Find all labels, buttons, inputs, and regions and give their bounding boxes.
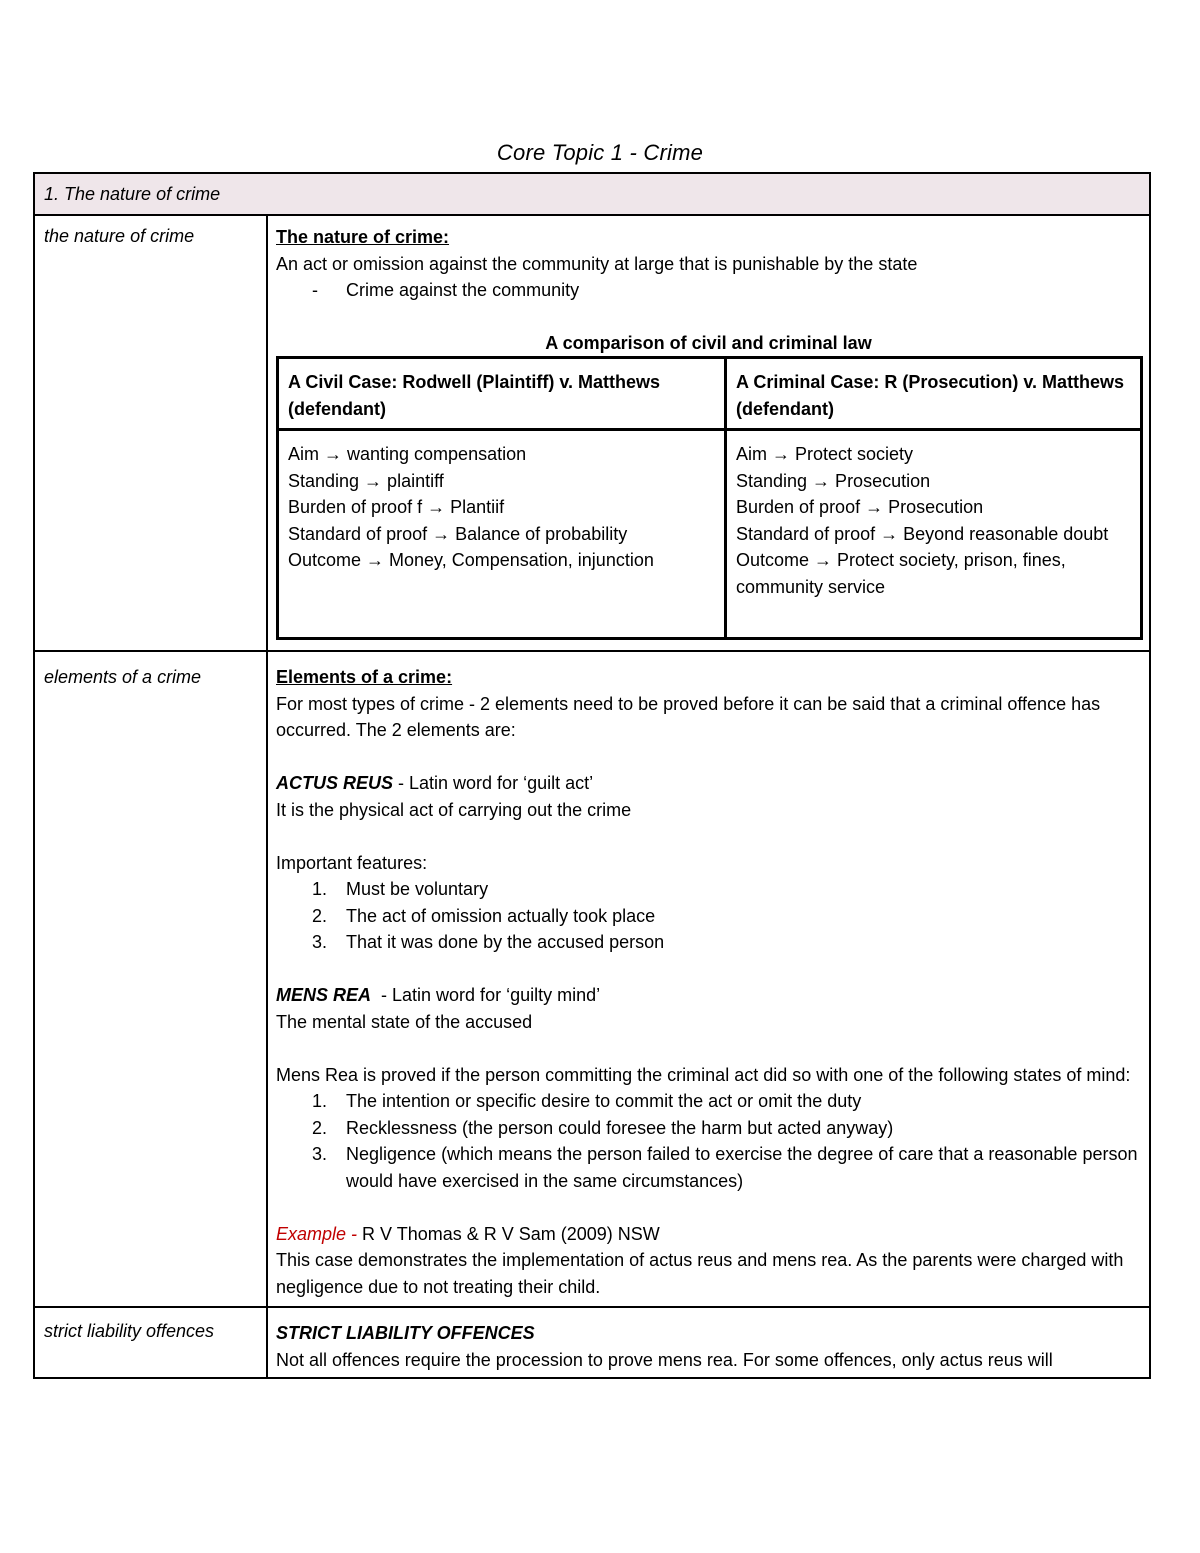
list-item xyxy=(276,876,1141,903)
mens-rea-proved: Mens Rea is proved if the person committing the criminal act did so with one of the following states of mind: xyxy=(276,1064,1131,1085)
list-number: 1. xyxy=(312,879,328,899)
criminal-line: Standing → Prosecution xyxy=(736,470,931,491)
comparison-body-row xyxy=(278,430,1142,639)
states-of-mind-list xyxy=(276,1088,1141,1194)
civil-case-header: A Civil Case: Rodwell (Plaintiff) v. Matthews (defendant) xyxy=(278,358,726,430)
example-case: R V Thomas & R V Sam (2009) NSW xyxy=(362,1223,660,1244)
list-item xyxy=(276,1115,1141,1142)
notes-table xyxy=(33,172,1151,1379)
civil-line: Aim → wanting compensation xyxy=(288,444,527,464)
list-item: - Crime against the community xyxy=(276,277,1141,304)
list-number: 2. xyxy=(312,1117,328,1138)
row-content-strict xyxy=(267,1307,1150,1378)
row-content-elements xyxy=(267,651,1150,1307)
list-number: 2. xyxy=(312,905,328,926)
row-label-nature: the nature of crime xyxy=(34,215,267,651)
comparison-title: A comparison of civil and criminal law xyxy=(545,332,872,353)
civil-line: Standard of proof → Balance of probability xyxy=(288,523,628,544)
civil-line: Burden of proof f → Plantiif xyxy=(288,497,505,517)
example-description: This case demonstrates the implementation of actus reus and mens rea. As the parents were charged with negligence due to not treating their child. xyxy=(276,1250,1124,1297)
row-label-strict: strict liability offences xyxy=(34,1307,267,1378)
section-header: 1. The nature of crime xyxy=(34,173,1150,215)
features-list xyxy=(276,876,1141,956)
civil-line: Outcome → Money, Compensation, injunction xyxy=(288,550,654,570)
criminal-line: Burden of proof → Prosecution xyxy=(736,497,984,517)
list-text: The intention or specific desire to commit the act or omit the duty xyxy=(346,1091,862,1111)
row-label-elements: elements of a crime xyxy=(34,651,267,1307)
example-label: Example - xyxy=(276,1223,363,1244)
comparison-table xyxy=(276,356,1143,640)
features-label: Important features: xyxy=(276,852,428,873)
criminal-case-details xyxy=(726,430,1142,639)
nature-definition: An act or omission against the community at large that is punishable by the state xyxy=(276,253,918,274)
row-content-nature xyxy=(267,215,1150,651)
criminal-line: Aim → Protect society xyxy=(736,444,914,464)
actus-reus-definition: - Latin word for ‘guilt act’ xyxy=(393,773,594,793)
criminal-line: Standard of proof → Beyond reasonable doubt xyxy=(736,523,1109,544)
mens-rea-line xyxy=(276,982,1141,1009)
list-text: Negligence (which means the person failed to exercise the degree of care that a reasonable person would have exercised in the same circumstances) xyxy=(346,1144,1138,1191)
list-number: 3. xyxy=(312,1144,328,1164)
criminal-case-header: A Criminal Case: R (Prosecution) v. Matthews (defendant) xyxy=(726,358,1142,430)
strict-text: Not all offences require the procession to prove mens rea. For some offences, only actus reus will xyxy=(276,1349,1053,1370)
nature-bullet-list xyxy=(276,277,1141,304)
table-row-elements xyxy=(34,651,1150,1307)
strict-heading: STRICT LIABILITY OFFENCES xyxy=(276,1323,535,1343)
elements-intro: For most types of crime - 2 elements need to be proved before it can be said that a criminal offence has occurred. The 2 elements are: xyxy=(276,693,1101,740)
list-text: Must be voluntary xyxy=(346,879,489,899)
list-item xyxy=(276,903,1141,930)
actus-reus-line xyxy=(276,770,1141,797)
actus-reus-term: ACTUS REUS xyxy=(276,773,394,793)
table-row-strict xyxy=(34,1307,1150,1378)
actus-reus-description: It is the physical act of carrying out the crime xyxy=(276,799,632,820)
elements-heading: Elements of a crime: xyxy=(276,667,453,687)
mens-rea-term: MENS REA xyxy=(276,985,372,1005)
criminal-line: Outcome → Protect society, prison, fines, community service xyxy=(736,550,1066,597)
table-row-nature xyxy=(34,215,1150,651)
comparison-header-row xyxy=(278,358,1142,430)
list-item xyxy=(276,1088,1141,1115)
list-item xyxy=(276,1141,1141,1194)
list-number: 3. xyxy=(312,932,328,952)
civil-line: Standing → plaintiff xyxy=(288,470,444,491)
list-text: Recklessness (the person could foresee the harm but acted anyway) xyxy=(346,1117,894,1138)
list-number: 1. xyxy=(312,1091,328,1111)
list-text: That it was done by the accused person xyxy=(346,932,665,952)
list-item xyxy=(276,929,1141,956)
list-text: The act of omission actually took place xyxy=(346,905,656,926)
mens-rea-definition: - Latin word for ‘guilty mind’ xyxy=(371,985,601,1005)
nature-heading: The nature of crime: xyxy=(276,227,450,247)
mens-rea-description: The mental state of the accused xyxy=(276,1011,533,1032)
civil-case-details xyxy=(278,430,726,639)
example-line xyxy=(276,1221,1141,1248)
page-title: Core Topic 1 - Crime xyxy=(496,140,704,165)
section-header-row xyxy=(34,173,1150,215)
